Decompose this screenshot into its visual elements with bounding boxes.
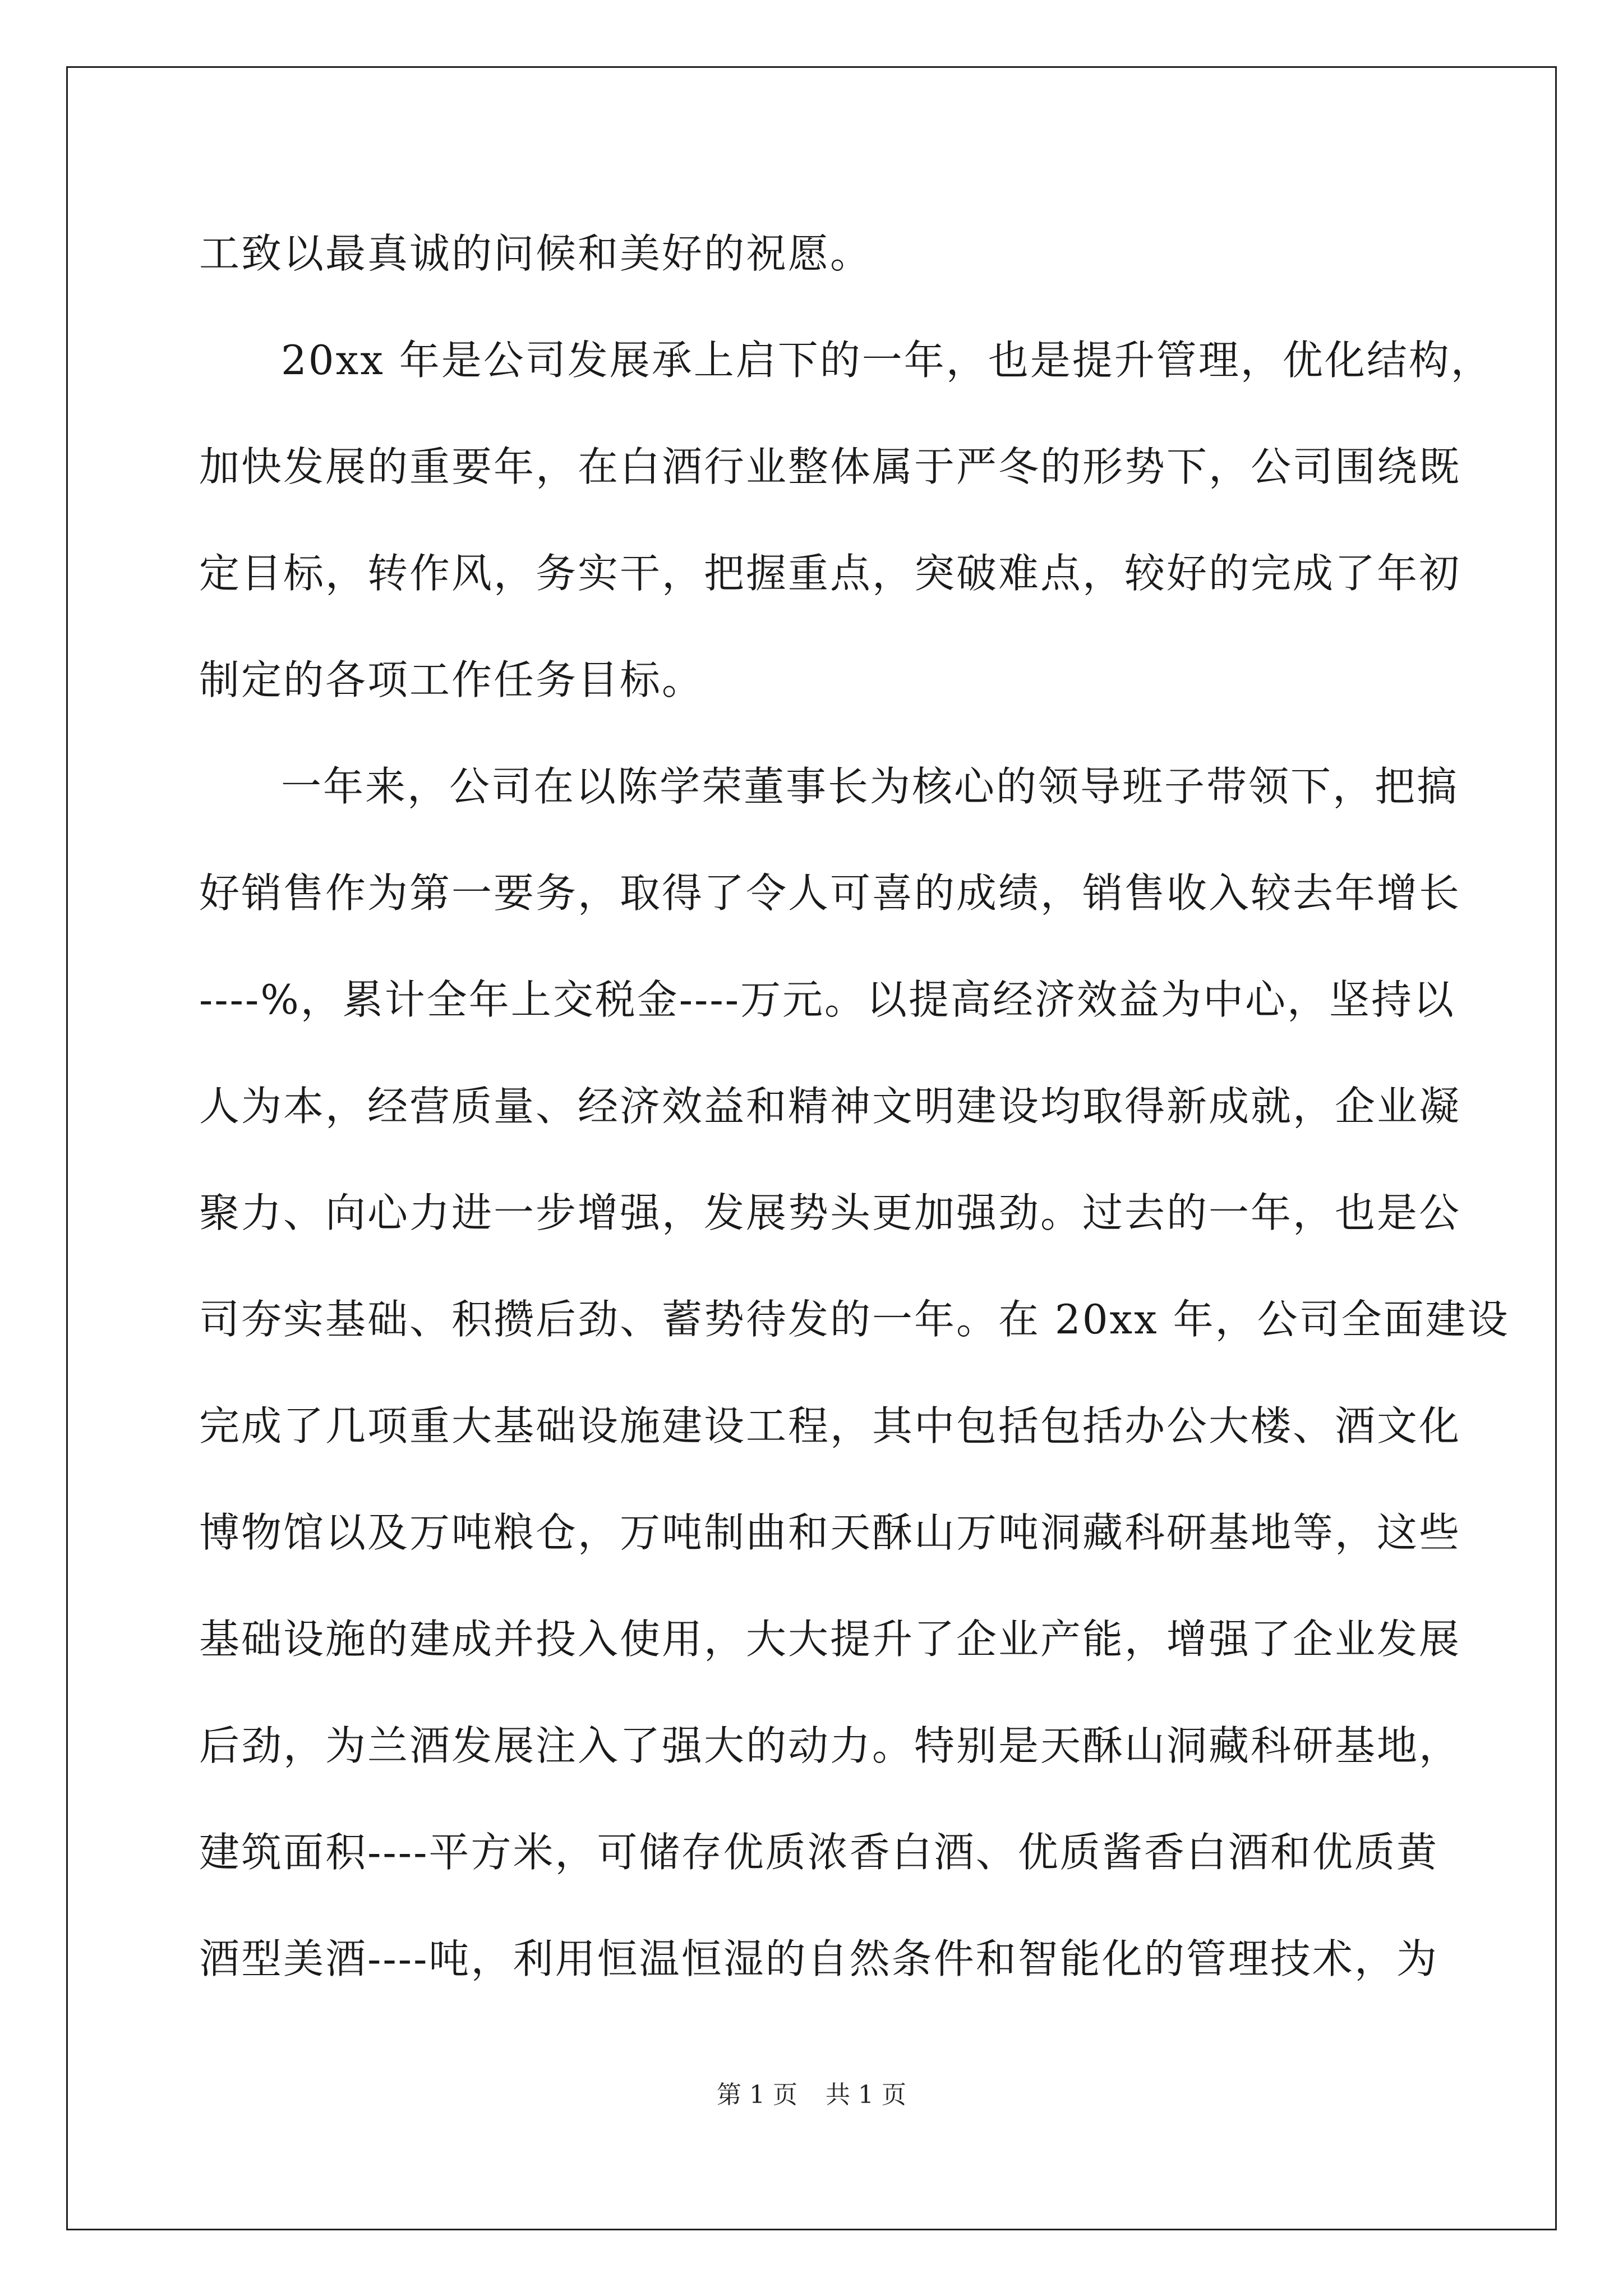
- text-line: 基础设施的建成并投入使用，大大提升了企业产能，增强了企业发展: [199, 1616, 1461, 1663]
- page-number-total: 共 1 页: [826, 2081, 906, 2109]
- page-number-current: 第 1 页: [717, 2081, 797, 2109]
- text-line: 加快发展的重要年，在白酒行业整体属于严冬的形势下，公司围绕既: [199, 443, 1461, 490]
- text-line: 后劲，为兰酒发展注入了强大的动力。特别是天酥山洞藏科研基地，: [199, 1722, 1461, 1769]
- text-line: 司夯实基础、积攒后劲、蓄势待发的一年。在 20xx 年，公司全面建设: [199, 1296, 1510, 1343]
- text-line: 聚力、向心力进一步增强，发展势头更加强劲。过去的一年，也是公: [199, 1189, 1461, 1236]
- text-line: 好销售作为第一要务，取得了令人可喜的成绩，销售收入较去年增长: [199, 869, 1461, 917]
- paragraph-start-line: 20xx 年是公司发展承上启下的一年，也是提升管理，优化结构，: [281, 337, 1493, 384]
- text-line: 定目标，转作风，务实干，把握重点，突破难点，较好的完成了年初: [199, 550, 1461, 597]
- page-footer: [0, 2078, 1623, 2112]
- text-line: 完成了几项重大基础设施建设工程，其中包括包括办公大楼、酒文化: [199, 1402, 1461, 1450]
- text-line: 人为本，经营质量、经济效益和精神文明建设均取得新成就，企业凝: [199, 1083, 1461, 1130]
- text-line: ----%，累计全年上交税金----万元。以提高经济效益为中心，坚持以: [199, 976, 1456, 1023]
- text-line: 博物馆以及万吨粮仓，万吨制曲和天酥山万吨洞藏科研基地等，这些: [199, 1509, 1461, 1556]
- text-line: 建筑面积----平方米，可储存优质浓香白酒、优质酱香白酒和优质黄: [199, 1829, 1438, 1876]
- text-line: 酒型美酒----吨，利用恒温恒湿的自然条件和智能化的管理技术，为: [199, 1935, 1438, 1982]
- document-body: [199, 200, 1510, 2012]
- text-line: 制定的各项工作任务目标。: [199, 656, 704, 703]
- paragraph-start-line: 一年来，公司在以陈学荣董事长为核心的领导班子带领下，把搞: [281, 763, 1459, 810]
- text-line: 工致以最真诚的问候和美好的祝愿。: [199, 230, 873, 277]
